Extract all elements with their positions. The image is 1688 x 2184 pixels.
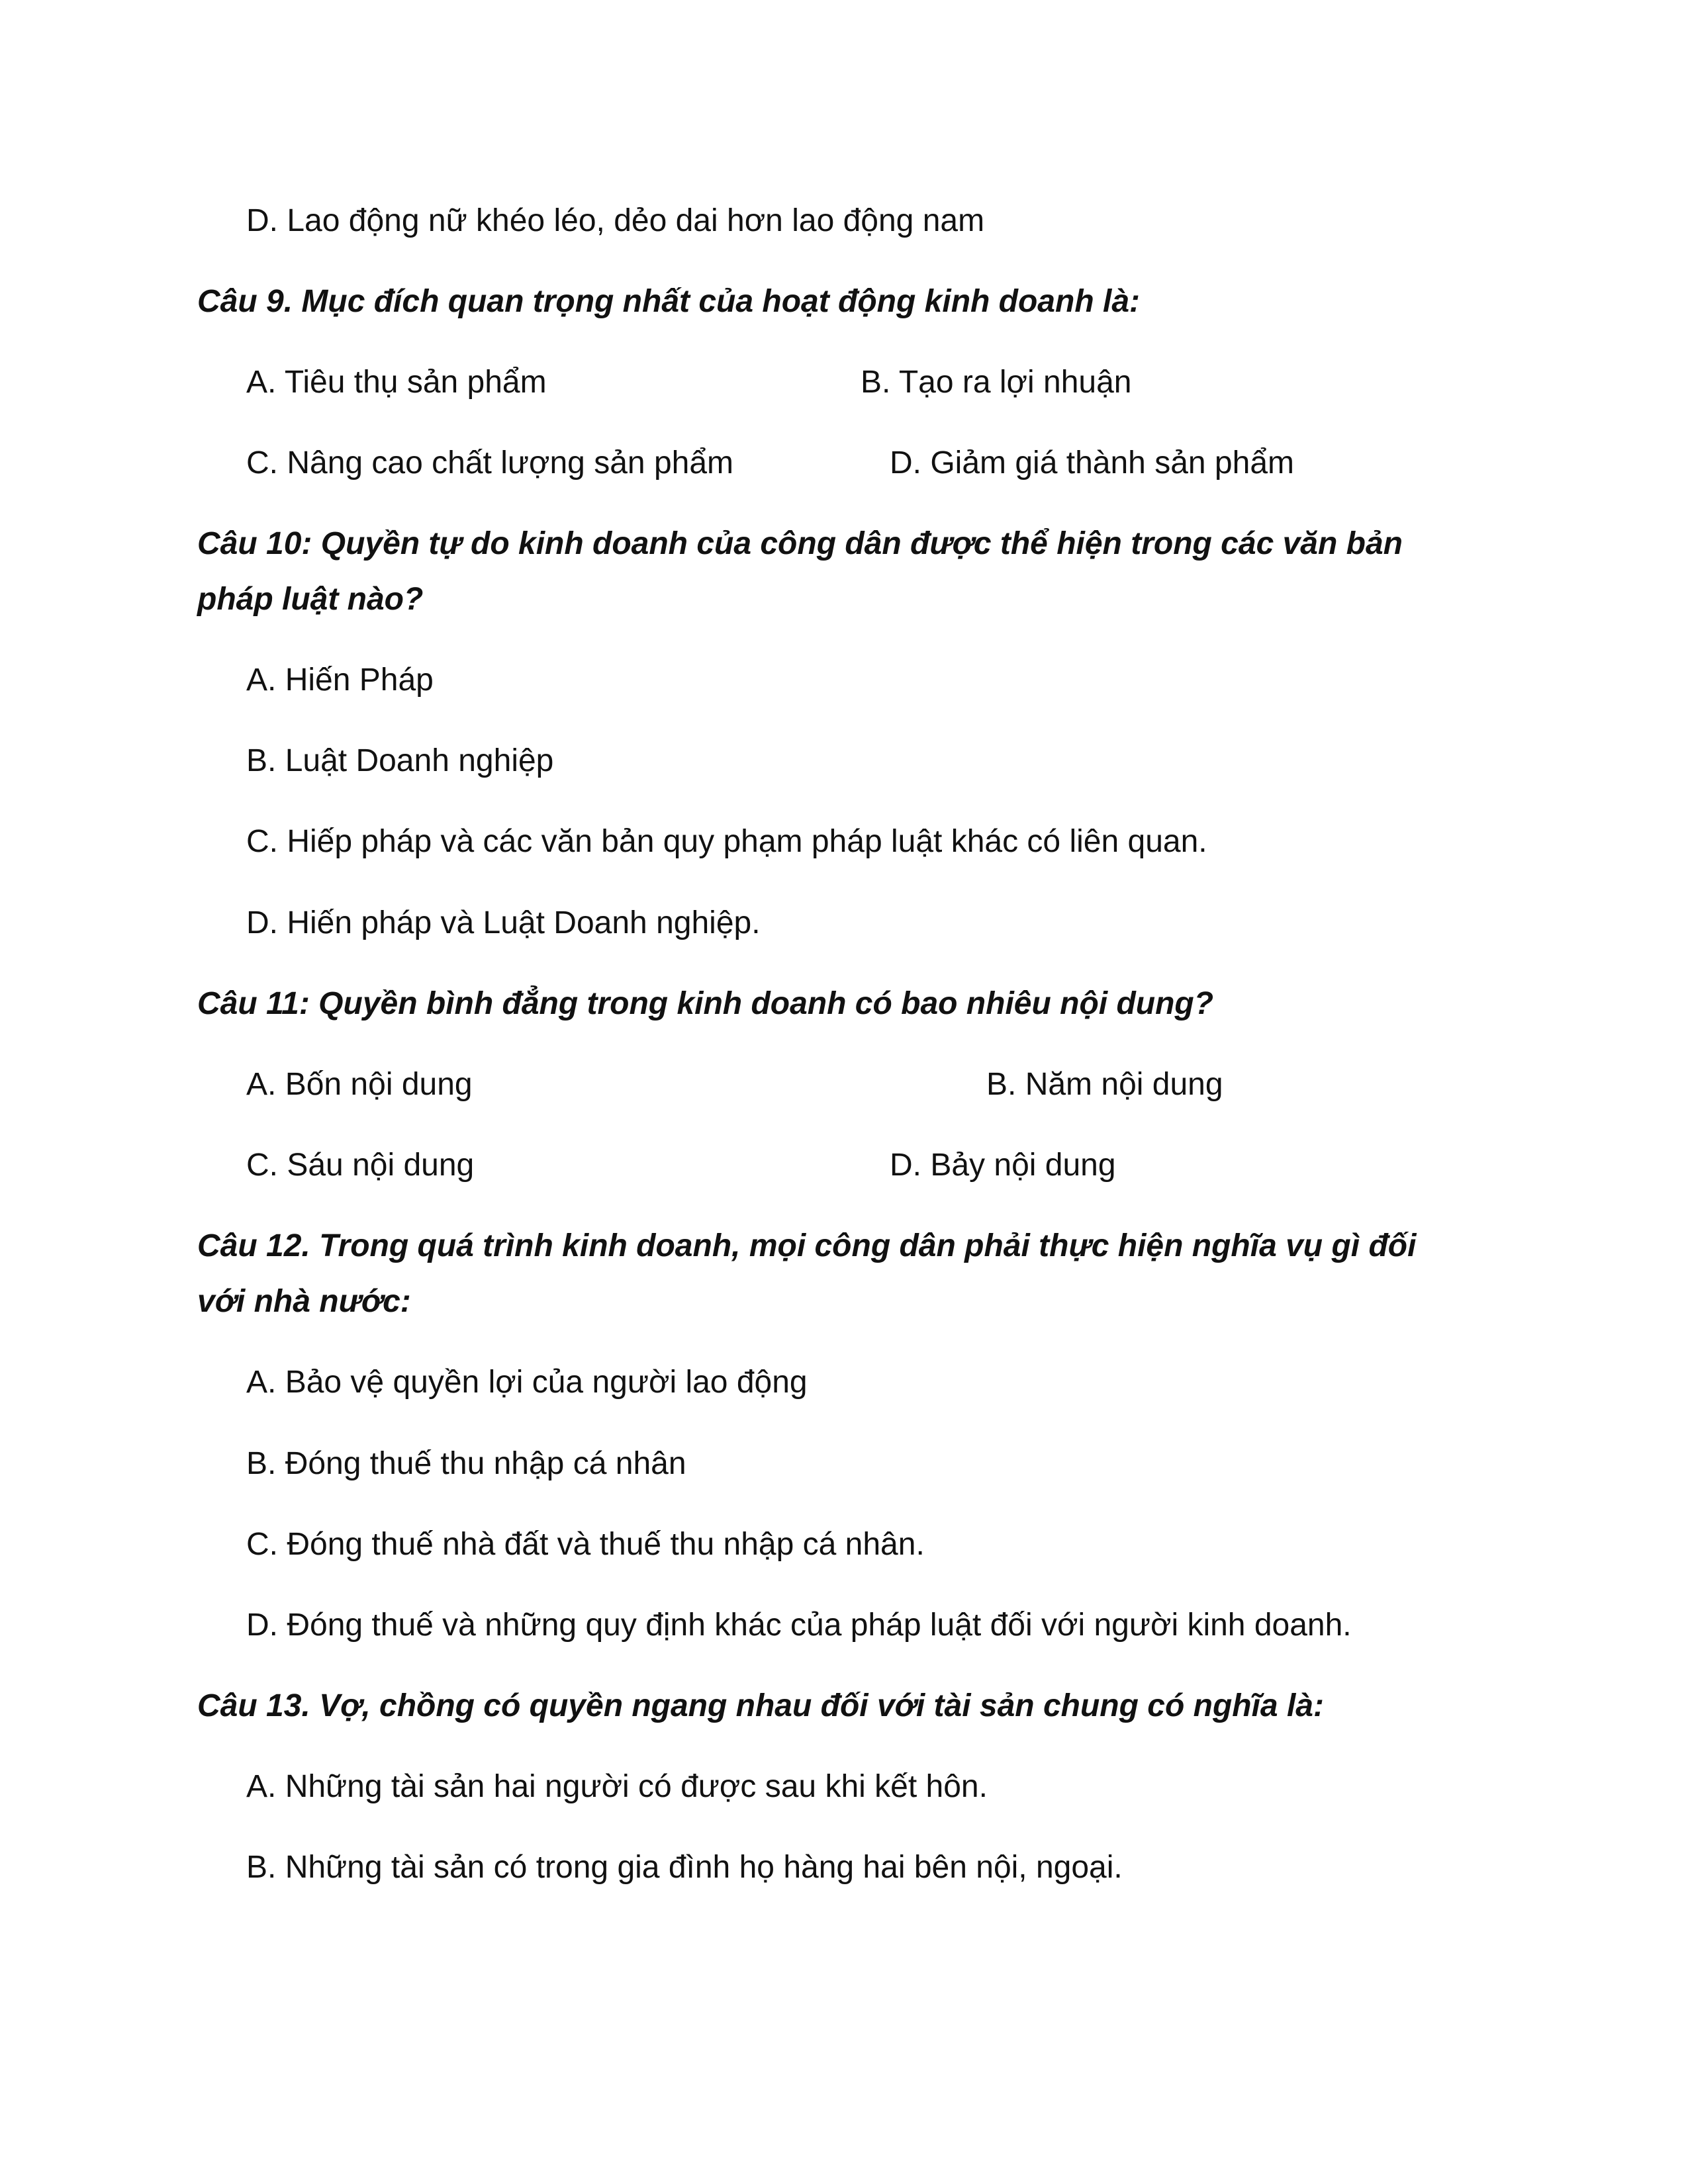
q13-option-a: A. Những tài sản hai người có được sau khi kết hôn. [246,1769,988,1804]
q13-title: Câu 13. Vợ, chồng có quyền ngang nhau đối với tài sản chung có nghĩa là: [197,1688,1324,1723]
q9-title: Câu 9. Mục đích quan trọng nhất của hoạt động kinh doanh là: [197,284,1140,319]
q11-option-d: D. Bảy nội dung [890,1148,1116,1183]
q10-title-line2: pháp luật nào? [197,582,424,617]
q9-option-c: C. Nâng cao chất lượng sản phẩm [246,445,734,480]
q11-option-c: C. Sáu nội dung [246,1148,475,1183]
q12-option-a: A. Bảo vệ quyền lợi của người lao động [246,1365,808,1400]
q9-option-d: D. Giảm giá thành sản phẩm [890,445,1294,480]
q12-option-d: D. Đóng thuế và những quy định khác của pháp luật đối với người kinh doanh. [246,1608,1352,1643]
q10-option-c: C. Hiếp pháp và các văn bản quy phạm pháp luật khác có liên quan. [246,824,1207,859]
q11-title: Câu 11: Quyền bình đẳng trong kinh doanh có bao nhiêu nội dung? [197,986,1214,1021]
q9-option-b: B. Tạo ra lợi nhuận [861,365,1132,400]
q10-option-b: B. Luật Doanh nghiệp [246,743,554,778]
q11-option-b: B. Năm nội dung [986,1067,1223,1102]
q9-option-a: A. Tiêu thụ sản phẩm [246,365,547,400]
q8-option-d: D. Lao động nữ khéo léo, dẻo dai hơn lao động nam [246,203,985,238]
q12-option-b: B. Đóng thuế thu nhập cá nhân [246,1446,686,1481]
q12-title-line1: Câu 12. Trong quá trình kinh doanh, mọi công dân phải thực hiện nghĩa vụ gì đối [197,1228,1417,1263]
q10-option-d: D. Hiến pháp và Luật Doanh nghiệp. [246,905,761,940]
q13-option-b: B. Những tài sản có trong gia đình họ hàng hai bên nội, ngoại. [246,1850,1123,1885]
q12-option-c: C. Đóng thuế nhà đất và thuế thu nhập cá nhân. [246,1527,925,1562]
q10-option-a: A. Hiến Pháp [246,662,434,698]
q11-option-a: A. Bốn nội dung [246,1067,473,1102]
q12-title-line2: với nhà nước: [197,1284,411,1319]
q10-title-line1: Câu 10: Quyền tự do kinh doanh của công dân được thể hiện trong các văn bản [197,526,1403,561]
